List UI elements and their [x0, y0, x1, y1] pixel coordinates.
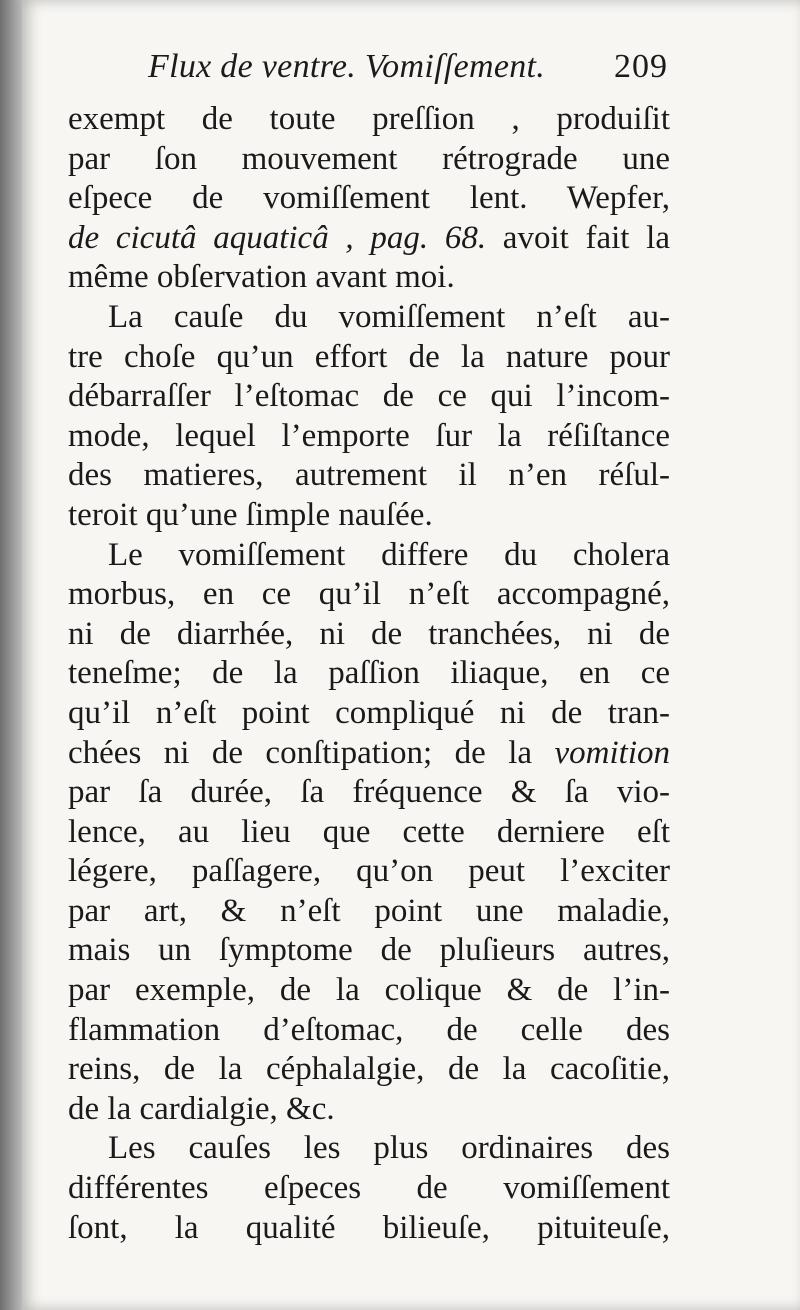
text-line: mais un ſymptome de pluſieurs autres,	[68, 932, 670, 969]
body-text	[68, 100, 670, 1248]
text-line: teneſme; de la paſſion iliaque, en ce	[68, 655, 670, 692]
text-line: par art, & n’eſt point une maladie,	[68, 892, 670, 929]
text-line: qu’il n’eſt point compliqué ni de tran-	[68, 694, 670, 731]
text-line: ni de diarrhée, ni de tranchées, ni de	[68, 615, 670, 652]
text-line: exempt de toute preſſion , produiſit	[68, 101, 670, 137]
text-line: différentes eſpeces de vomiſſement	[68, 1170, 670, 1207]
text-line: tre choſe qu’un effort de la nature pour	[68, 338, 670, 375]
running-title: Flux de ventre. Vomiſſement.	[148, 48, 546, 85]
text-line: par ſon mouvement rétrograde une	[68, 140, 670, 177]
text-line: légere, paſſagere, qu’on peut l’exciter	[68, 853, 670, 890]
text-line: reins, de la céphalalgie, de la cacoſitie,	[68, 1051, 670, 1088]
text-line: de cicutâ aquaticâ , pag. 68. avoit fait la	[68, 219, 670, 256]
text-line: par ſa durée, ſa fréquence & ſa vio-	[68, 774, 670, 811]
text-line: de la cardialgie, &c.	[68, 1090, 335, 1127]
term-italic: vomition	[554, 734, 670, 771]
text-line: mode, lequel l’emporte ſur la réſiſtance	[68, 417, 670, 454]
text-line: des matieres, autrement il n’en réſul-	[68, 457, 670, 494]
paragraph-start: Les cauſes les plus ordinaires des	[108, 1130, 670, 1167]
running-header	[148, 48, 668, 92]
paragraph-start: La cauſe du vomiſſement n’eſt au-	[108, 298, 670, 335]
text-line: même obſervation avant moi.	[68, 259, 455, 296]
text-line: lence, au lieu que cette derniere eſt	[68, 813, 670, 850]
text-line: par exemple, de la colique & de l’in-	[68, 972, 670, 1009]
text-line: teroit qu’une ſimple nauſée.	[68, 496, 433, 533]
text-line: morbus, en ce qu’il n’eſt accompagné,	[68, 576, 670, 613]
text-line: chées ni de conſtipation; de la vomition	[68, 734, 670, 771]
text-line: eſpece de vomiſſement lent. Wepfer,	[68, 180, 670, 217]
text-line: ſont, la qualité bilieuſe, pituiteuſe,	[68, 1209, 670, 1246]
page-number: 209	[614, 48, 668, 85]
text-line: flammation d’eſtomac, de celle des	[68, 1011, 670, 1048]
paragraph-start: Le vomiſſement differe du cholera	[108, 536, 670, 573]
page-gutter-shadow	[0, 0, 22, 1310]
text-line: débarraſſer l’eſtomac de ce qui l’incom-	[68, 378, 670, 415]
citation-italic: de cicutâ aquaticâ , pag. 68.	[68, 219, 487, 256]
